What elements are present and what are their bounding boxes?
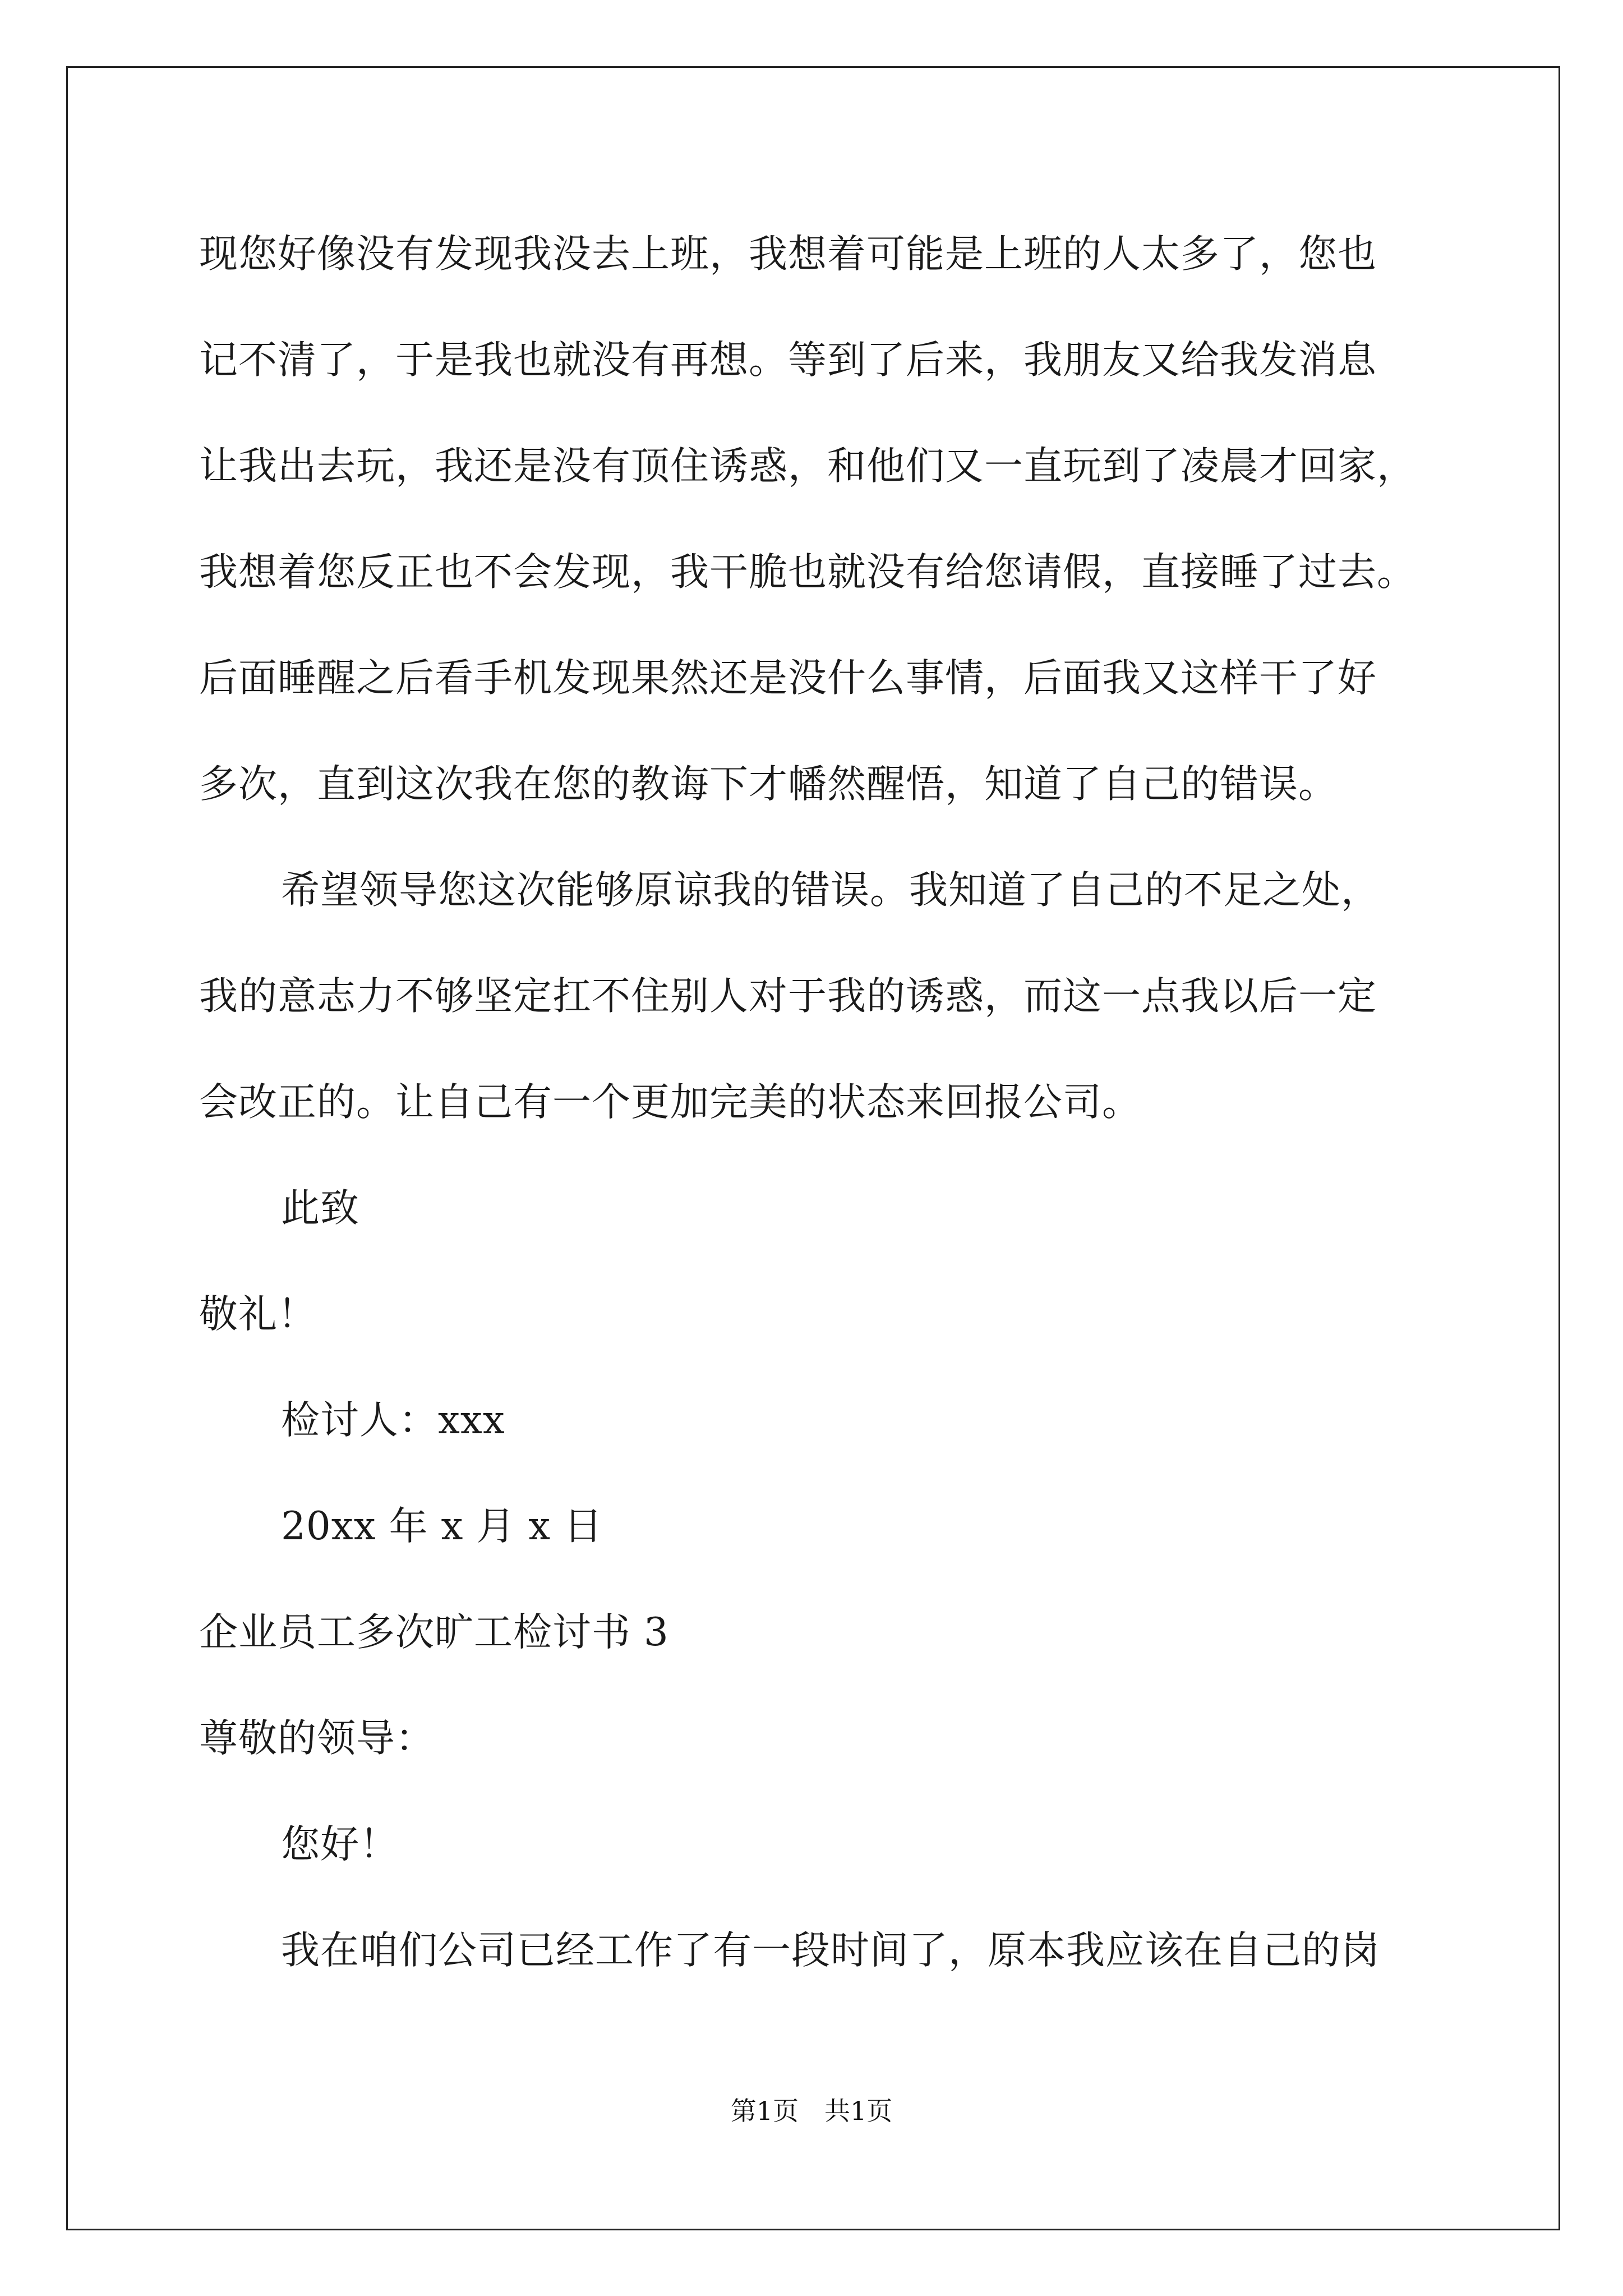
paragraph-line: 后面睡醒之后看手机发现果然还是没什么事情，后面我又这样干了好 bbox=[199, 656, 1377, 701]
paragraph-line: 会改正的。让自己有一个更加完美的状态来回报公司。 bbox=[199, 1080, 1141, 1125]
closing-regards: 敬礼！ bbox=[199, 1292, 317, 1337]
paragraph-line: 我想着您反正也不会发现，我干脆也就没有给您请假，直接睡了过去。 bbox=[199, 550, 1416, 595]
signature-line: 检讨人：xxx bbox=[281, 1398, 505, 1443]
paragraph-line: 记不清了，于是我也就没有再想。等到了后来，我朋友又给我发消息 bbox=[199, 338, 1377, 383]
paragraph-line: 我的意志力不够坚定扛不住别人对于我的诱惑，而这一点我以后一定 bbox=[199, 974, 1377, 1019]
section-title: 企业员工多次旷工检讨书 3 bbox=[199, 1610, 669, 1655]
paragraph-line: 让我出去玩，我还是没有顶住诱惑，和他们又一直玩到了凌晨才回家， bbox=[199, 444, 1416, 489]
date-line: 20xx 年 x 月 x 日 bbox=[281, 1504, 603, 1549]
closing-salutation: 此致 bbox=[281, 1186, 359, 1231]
paragraph-line: 现您好像没有发现我没去上班，我想着可能是上班的人太多了，您也 bbox=[199, 232, 1377, 277]
greeting: 尊敬的领导： bbox=[199, 1716, 435, 1761]
paragraph-line: 多次，直到这次我在您的教诲下才幡然醒悟，知道了自己的错误。 bbox=[199, 762, 1338, 807]
greeting-hello: 您好！ bbox=[281, 1822, 399, 1867]
page-number: 第1页 共1页 bbox=[730, 2096, 893, 2126]
paragraph-line: 希望领导您这次能够原谅我的错误。我知道了自己的不足之处， bbox=[281, 868, 1380, 913]
paragraph-line: 我在咱们公司已经工作了有一段时间了，原本我应该在自己的岗 bbox=[281, 1928, 1380, 1973]
page-border bbox=[66, 66, 1560, 2230]
